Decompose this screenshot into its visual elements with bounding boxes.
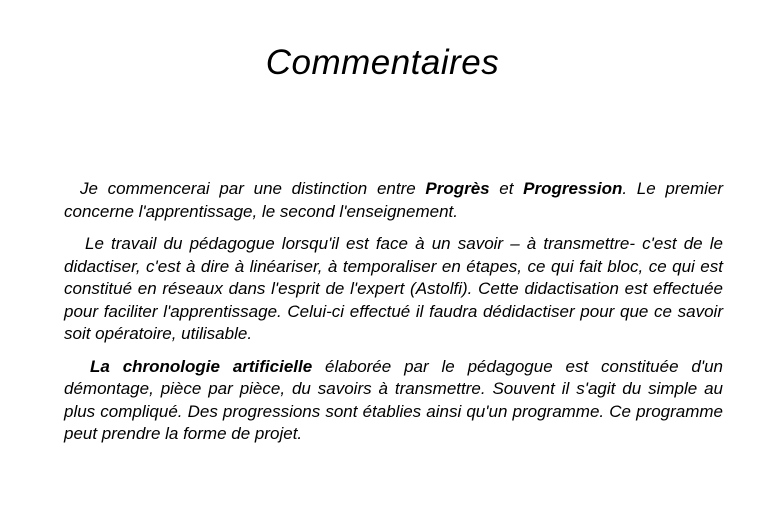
paragraph-travail-pedagogue — [64, 233, 723, 346]
paragraph-text: Je commencerai par une distinction entre — [80, 179, 426, 198]
paragraph-progres-progression — [64, 178, 723, 223]
paragraph-text: . Le premier concerne l'apprentissage, le second l'enseignement. — [64, 179, 723, 221]
paragraph-text: et — [489, 179, 524, 198]
term-chronologie-artificielle: La chronologie artificielle — [90, 356, 313, 376]
term-progres: Progrès — [425, 179, 490, 198]
paragraph-text: élaborée par le pédagogue est constituée d'un démontage, pièce par pièce, du savoirs à transmettre. Souvent il s'agit du simple au plus compliqué. Des progressions sont établies ainsi qu'un programme. Ce programme peut prendre la forme de projet. — [64, 356, 724, 443]
slide-body — [64, 178, 723, 456]
slide-title: Commentaires — [265, 43, 500, 82]
term-progression: Progression — [523, 179, 623, 198]
paragraph-text: Le travail du pédagogue lorsqu'il est face à un savoir – à transmettre- c'est de le didactiser, c'est à dire à linéariser, à temporaliser en étapes, ce qui fait bloc, ce qui est constitué en réseaux dans l'esprit de l'expert (Astolfi). Cette didactisation est effectuée pour faciliter l'apprentissage. Celui-ci effectué il faudra dédidactiser pour que ce savoir soit opératoire, utilisable. — [64, 234, 723, 343]
paragraph-chronologie — [64, 356, 723, 446]
